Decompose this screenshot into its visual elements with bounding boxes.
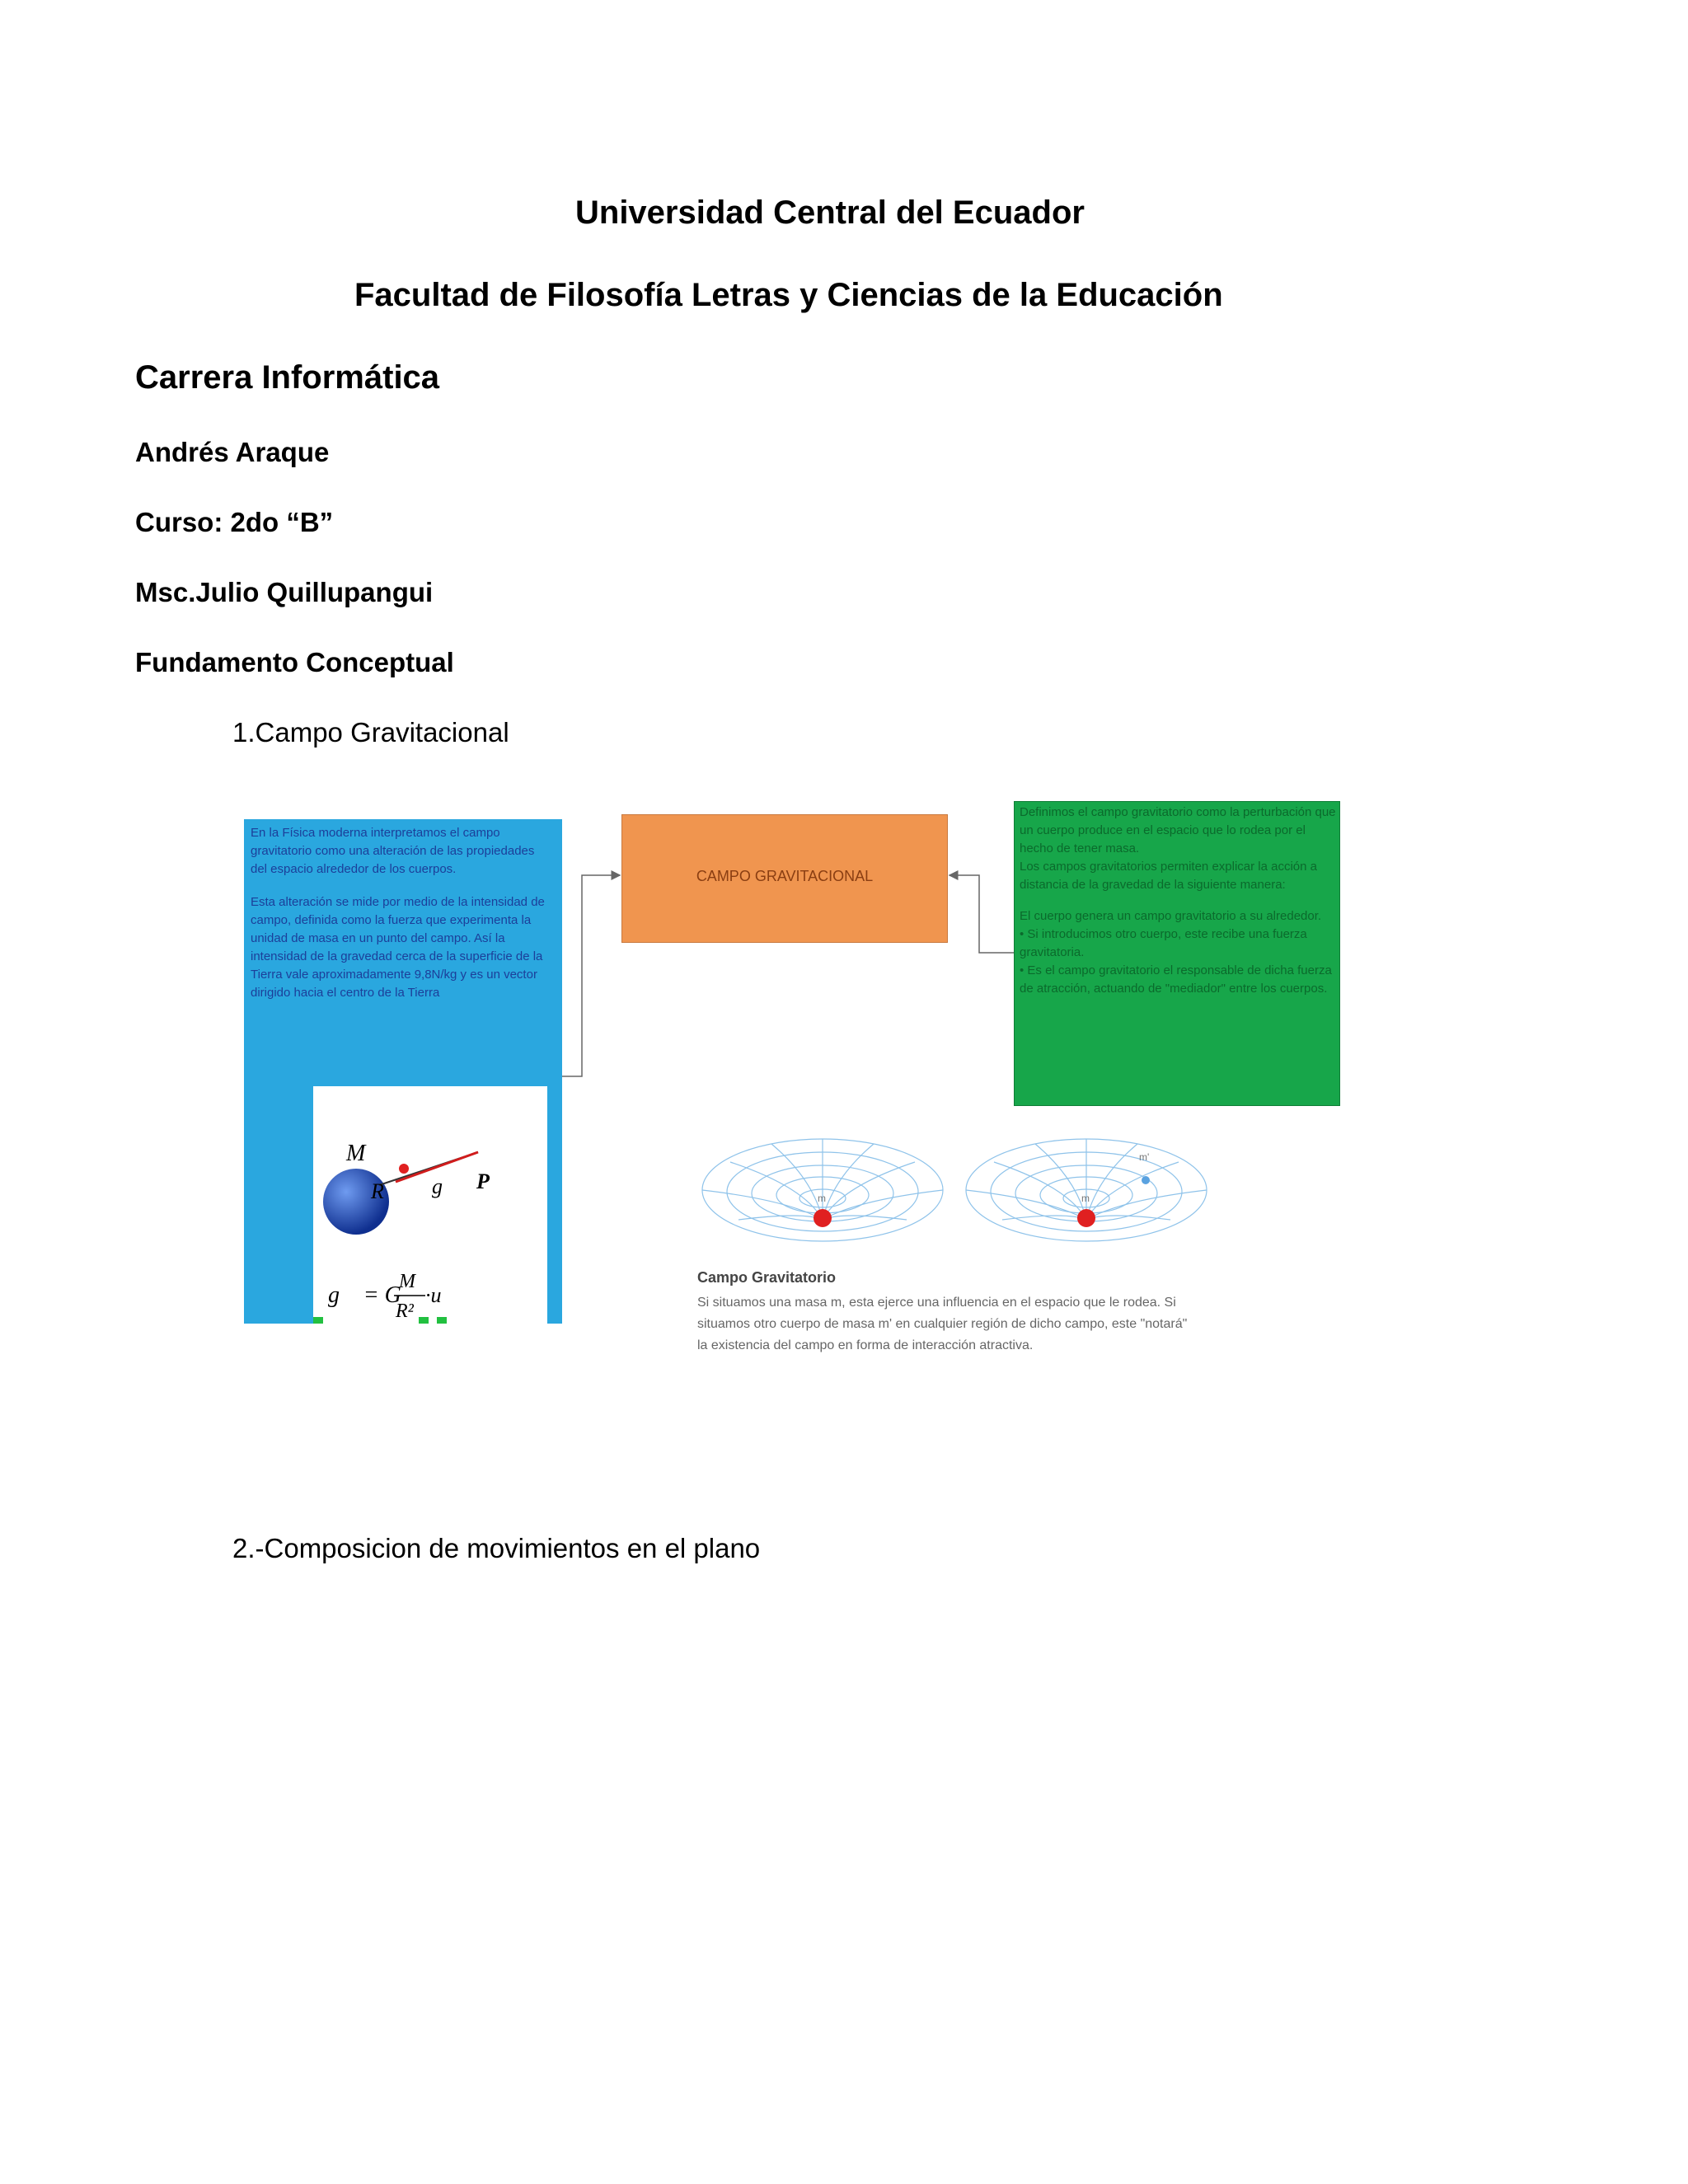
mass-right xyxy=(1077,1209,1095,1227)
university-title: Universidad Central del Ecuador xyxy=(575,194,1085,231)
formula-numerator: M xyxy=(399,1271,415,1292)
student-name: Andrés Araque xyxy=(135,437,330,467)
label-R: R xyxy=(371,1179,384,1203)
right-paragraph-2: Los campos gravitatorios permiten explicar la acción a distancia de la gravedad de la siguiente manera: xyxy=(1020,860,1318,892)
course-label: Curso: 2do “B” xyxy=(135,507,334,537)
formula-lhs: g⃗ = G xyxy=(328,1282,401,1308)
caption-title: Campo Gravitatorio xyxy=(697,1269,837,1286)
label-M: M xyxy=(346,1141,366,1166)
label-P: P xyxy=(476,1169,490,1193)
test-mass xyxy=(1142,1176,1150,1184)
caption-text: Si situamos una masa m, esta ejerce una influencia en el espacio que le rodea. Si situamos otro cuerpo de masa m' en cualquier región de dicho campo, este "notará" la existencia del campo en forma de interacción atractiva. xyxy=(697,1296,1188,1352)
formula-denominator: R² xyxy=(396,1301,414,1322)
gravitational-field-diagram xyxy=(244,791,1348,1385)
teacher-name: Msc.Julio Quillupangui xyxy=(135,577,434,607)
faculty-title: Facultad de Filosofía Letras y Ciencias de la Educación xyxy=(354,277,1223,313)
central-concept-label: CAMPO GRAVITACIONAL xyxy=(696,868,874,884)
section-title: Fundamento Conceptual xyxy=(135,647,454,677)
item-composicion-movimientos: 2.-Composicion de movimientos en el plano xyxy=(232,1533,761,1563)
label-g: g⃗ xyxy=(432,1174,460,1198)
mass-left xyxy=(814,1209,832,1227)
right-paragraph-1: Definimos el campo gravitatorio como la perturbación que un cuerpo produce en el espacio que lo rodea por el hecho de tener masa. xyxy=(1020,805,1336,855)
mass-label-right: m xyxy=(1081,1193,1090,1204)
career-title: Carrera Informática xyxy=(135,359,440,396)
mass-label-prime: m' xyxy=(1139,1151,1150,1163)
left-paragraph-2: Esta alteración se mide por medio de la intensidad de campo, definida como la fuerza que experimenta la unidad de masa en un punto del campo. Así la intensidad de la gravedad cerca de la superficie de la Tierra vale aproximadamente 9,8N/kg y es un vector dirigido hacia el centro de la Tierra xyxy=(251,895,545,1000)
item-campo-gravitacional: 1.Campo Gravitacional xyxy=(232,717,509,748)
right-paragraph-3: El cuerpo genera un campo gravitatorio a su alrededor. xyxy=(1020,909,1322,923)
left-paragraph-1: En la Física moderna interpretamos el campo gravitatorio como una alteración de las propiedades del espacio alrededor de los cuerpos. xyxy=(251,826,535,876)
right-paragraph-5: • Es el campo gravitatorio el responsable de dicha fuerza de atracción, actuando de "mediador" entre los cuerpos. xyxy=(1020,963,1332,996)
right-paragraph-4: • Si introducimos otro cuerpo, este recibe una fuerza gravitatoria. xyxy=(1020,927,1307,959)
formula-rhs: ·u⃗ xyxy=(425,1283,458,1307)
mass-label-left: m xyxy=(818,1193,826,1204)
